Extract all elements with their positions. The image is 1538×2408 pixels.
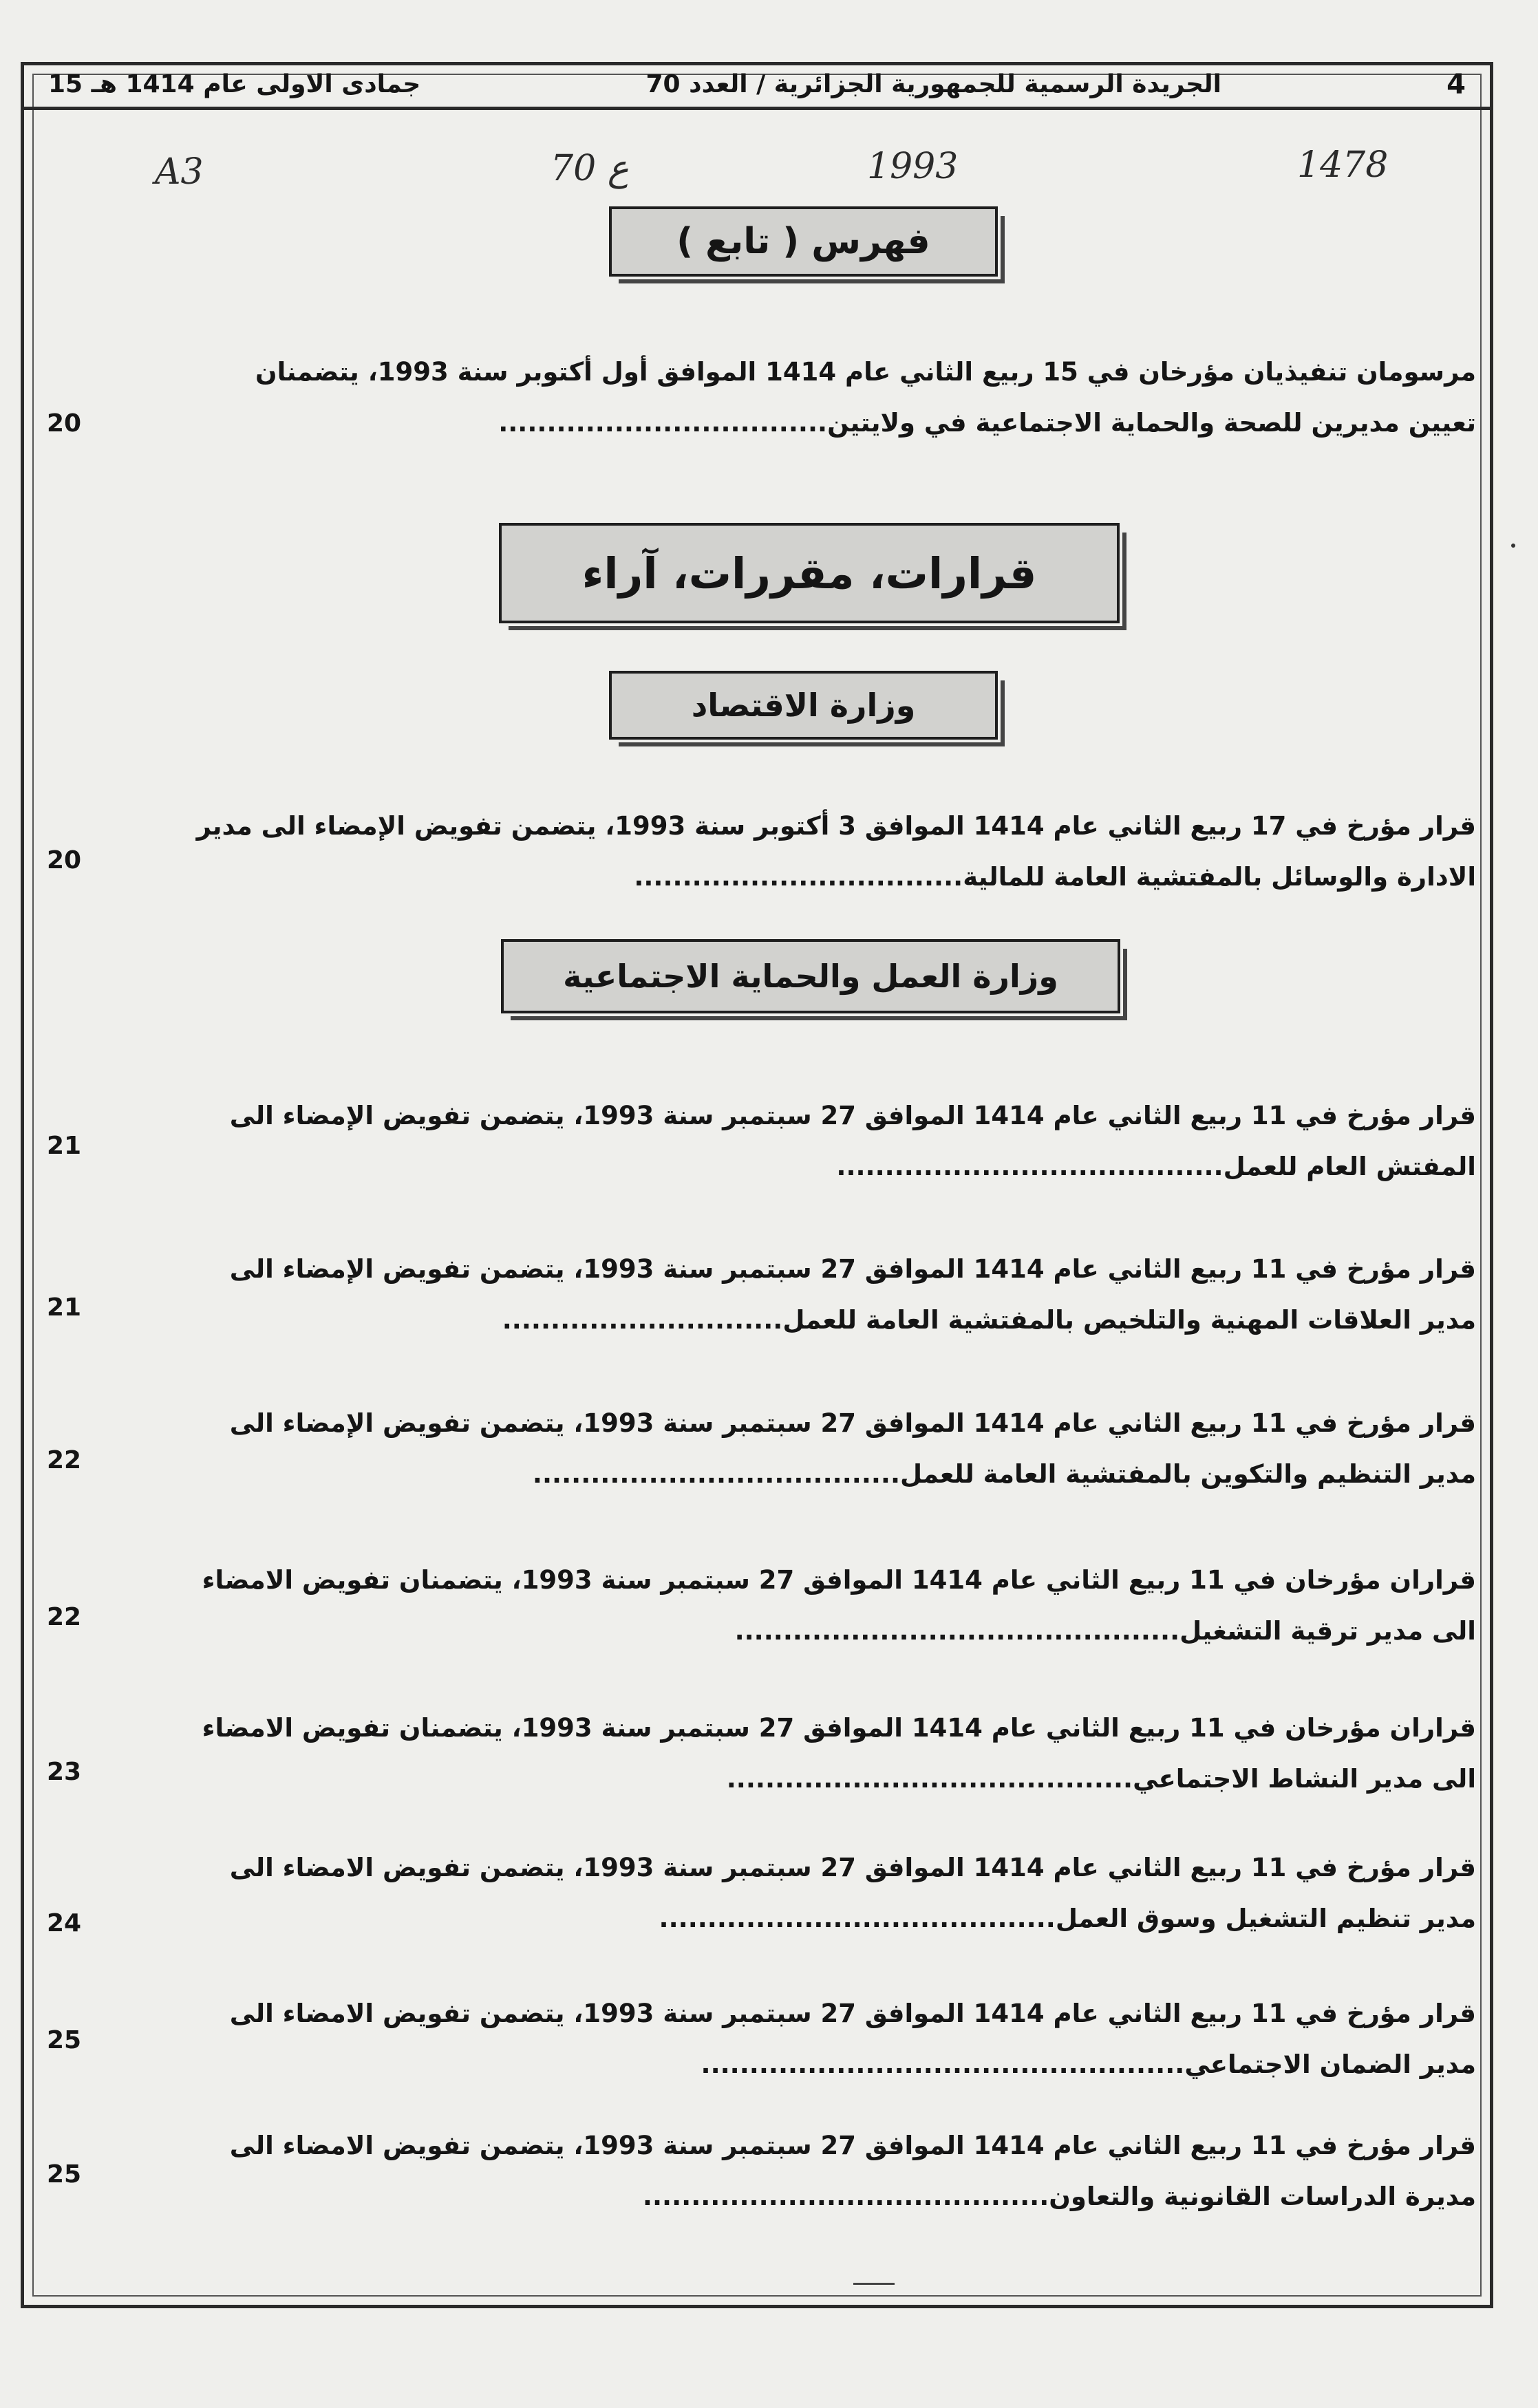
entry-page-number: 25 bbox=[47, 2160, 82, 2189]
handwritten-note-left: A3 bbox=[155, 151, 204, 193]
ministry-labor-title: وزارة العمل والحماية الاجتماعية bbox=[563, 958, 1058, 995]
entry-line-1: مرسومان تنفيذيان مؤرخان في 15 ربيع الثاني عام 1414 الموافق أول أكتوبر سنة 1993، يتضمنان bbox=[255, 357, 1476, 387]
footer-rule bbox=[853, 2283, 895, 2285]
entry-line-1: قرار مؤرخ في 11 ربيع الثاني عام 1414 الموافق 27 سبتمبر سنة 1993، يتضمن تفويض الامضاء الى bbox=[229, 1999, 1476, 2028]
entry-line-1: قرار مؤرخ في 11 ربيع الثاني عام 1414 الموافق 27 سبتمبر سنة 1993، يتضمن تفويض الامضاء الى bbox=[229, 2131, 1476, 2160]
entry-page-number: 22 bbox=[47, 1446, 82, 1474]
toc-entry bbox=[141, 347, 1476, 449]
header-journal-title: الجريدة الرسمية للجمهورية الجزائرية / العدد 70 bbox=[645, 70, 1221, 98]
entry-page-number: 21 bbox=[47, 1132, 82, 1160]
toc-entry bbox=[141, 1842, 1476, 1944]
entry-line-1: قرار مؤرخ في 11 ربيع الثاني عام 1414 الموافق 27 سبتمبر سنة 1993، يتضمن تفويض الامضاء الى bbox=[229, 1853, 1476, 1882]
leader-dots: .................................................. bbox=[701, 2050, 1185, 2079]
header-page-number: 4 bbox=[1446, 68, 1466, 100]
decisions-title-box bbox=[499, 523, 1120, 623]
leader-dots: ............................. bbox=[502, 1305, 783, 1335]
index-title-box bbox=[609, 206, 998, 277]
leader-dots: .............................................. bbox=[734, 1616, 1180, 1646]
handwritten-note-year: 1993 bbox=[867, 146, 959, 187]
entry-page-number: 20 bbox=[47, 846, 82, 874]
handwritten-note-right: 1478 bbox=[1297, 144, 1389, 186]
handwritten-note-mid: 70 ع bbox=[551, 148, 629, 189]
leader-dots: ........................................ bbox=[836, 1152, 1224, 1181]
entry-line-2: مدير التنظيم والتكوين بالمفتشية العامة للعمل...................................... bbox=[532, 1459, 1476, 1489]
toc-entry bbox=[141, 1398, 1476, 1500]
entry-page-number: 21 bbox=[47, 1293, 82, 1322]
toc-entry bbox=[141, 1090, 1476, 1192]
entry-line-2: تعيين مديرين للصحة والحماية الاجتماعية في ولايتين.................................. bbox=[498, 408, 1476, 438]
entry-line-2: المفتش العام للعمل........................................ bbox=[836, 1152, 1476, 1181]
entry-line-2: مدير تنظيم التشغيل وسوق العمل......................................... bbox=[659, 1904, 1476, 1933]
ministry-labor-box bbox=[501, 939, 1120, 1013]
index-title: فهرس ( تابع ) bbox=[676, 221, 930, 262]
page-header bbox=[21, 62, 1493, 110]
toc-entry bbox=[141, 801, 1476, 903]
entry-line-2: الى مدير ترقية التشغيل.............................................. bbox=[734, 1616, 1476, 1646]
entry-line-1: قراران مؤرخان في 11 ربيع الثاني عام 1414 الموافق 27 سبتمبر سنة 1993، يتضمنان تفويض الامضاء bbox=[202, 1565, 1476, 1595]
toc-entry bbox=[141, 1555, 1476, 1657]
entry-line-1: قراران مؤرخان في 11 ربيع الثاني عام 1414 الموافق 27 سبتمبر سنة 1993، يتضمنان تفويض الامضاء bbox=[202, 1713, 1476, 1743]
leader-dots: ...................................... bbox=[532, 1459, 901, 1489]
entry-line-2: مدير الضمان الاجتماعي.................................................. bbox=[701, 2050, 1476, 2079]
entry-line-2: الادارة والوسائل بالمفتشية العامة للمالية.................................. bbox=[634, 862, 1476, 892]
entry-line-2: مدير العلاقات المهنية والتلخيص بالمفتشية العامة للعمل............................. bbox=[502, 1305, 1476, 1335]
decisions-title: قرارات، مقررات، آراء bbox=[581, 548, 1037, 599]
entry-page-number: 25 bbox=[47, 2026, 82, 2054]
toc-entry bbox=[141, 1988, 1476, 2090]
entry-line-1: قرار مؤرخ في 11 ربيع الثاني عام 1414 الموافق 27 سبتمبر سنة 1993، يتضمن تفويض الإمضاء الى bbox=[229, 1254, 1476, 1284]
entry-page-number: 23 bbox=[47, 1758, 82, 1786]
ministry-economy-box bbox=[609, 671, 998, 740]
entry-line-1: قرار مؤرخ في 11 ربيع الثاني عام 1414 الموافق 27 سبتمبر سنة 1993، يتضمن تفويض الإمضاء الى bbox=[229, 1408, 1476, 1438]
entry-page-number: 24 bbox=[47, 1909, 82, 1937]
entry-line-1: قرار مؤرخ في 11 ربيع الثاني عام 1414 الموافق 27 سبتمبر سنة 1993، يتضمن تفويض الإمضاء الى bbox=[229, 1101, 1476, 1130]
entry-page-number: 22 bbox=[47, 1603, 82, 1631]
toc-entry bbox=[141, 1703, 1476, 1805]
header-date: 15 جمادى الاولى عام 1414 هـ bbox=[48, 70, 421, 98]
entry-line-2: الى مدير النشاط الاجتماعي.......................................... bbox=[726, 1764, 1476, 1794]
leader-dots: .................................. bbox=[498, 408, 828, 438]
entry-page-number: 20 bbox=[47, 409, 82, 438]
toc-entry bbox=[141, 2120, 1476, 2222]
entry-line-2: مديرة الدراسات القانونية والتعاون.......................................... bbox=[642, 2182, 1476, 2211]
leader-dots: ......................................... bbox=[659, 1904, 1056, 1933]
ministry-economy-title: وزارة الاقتصاد bbox=[691, 687, 916, 724]
leader-dots: .......................................... bbox=[642, 2182, 1049, 2211]
toc-entry bbox=[141, 1244, 1476, 1346]
entry-line-1: قرار مؤرخ في 17 ربيع الثاني عام 1414 الموافق 3 أكتوبر سنة 1993، يتضمن تفويض الإمضاء الى مدير bbox=[196, 811, 1476, 841]
leader-dots: .................................. bbox=[634, 862, 963, 892]
leader-dots: .......................................... bbox=[726, 1764, 1133, 1794]
margin-mark bbox=[1511, 544, 1515, 548]
